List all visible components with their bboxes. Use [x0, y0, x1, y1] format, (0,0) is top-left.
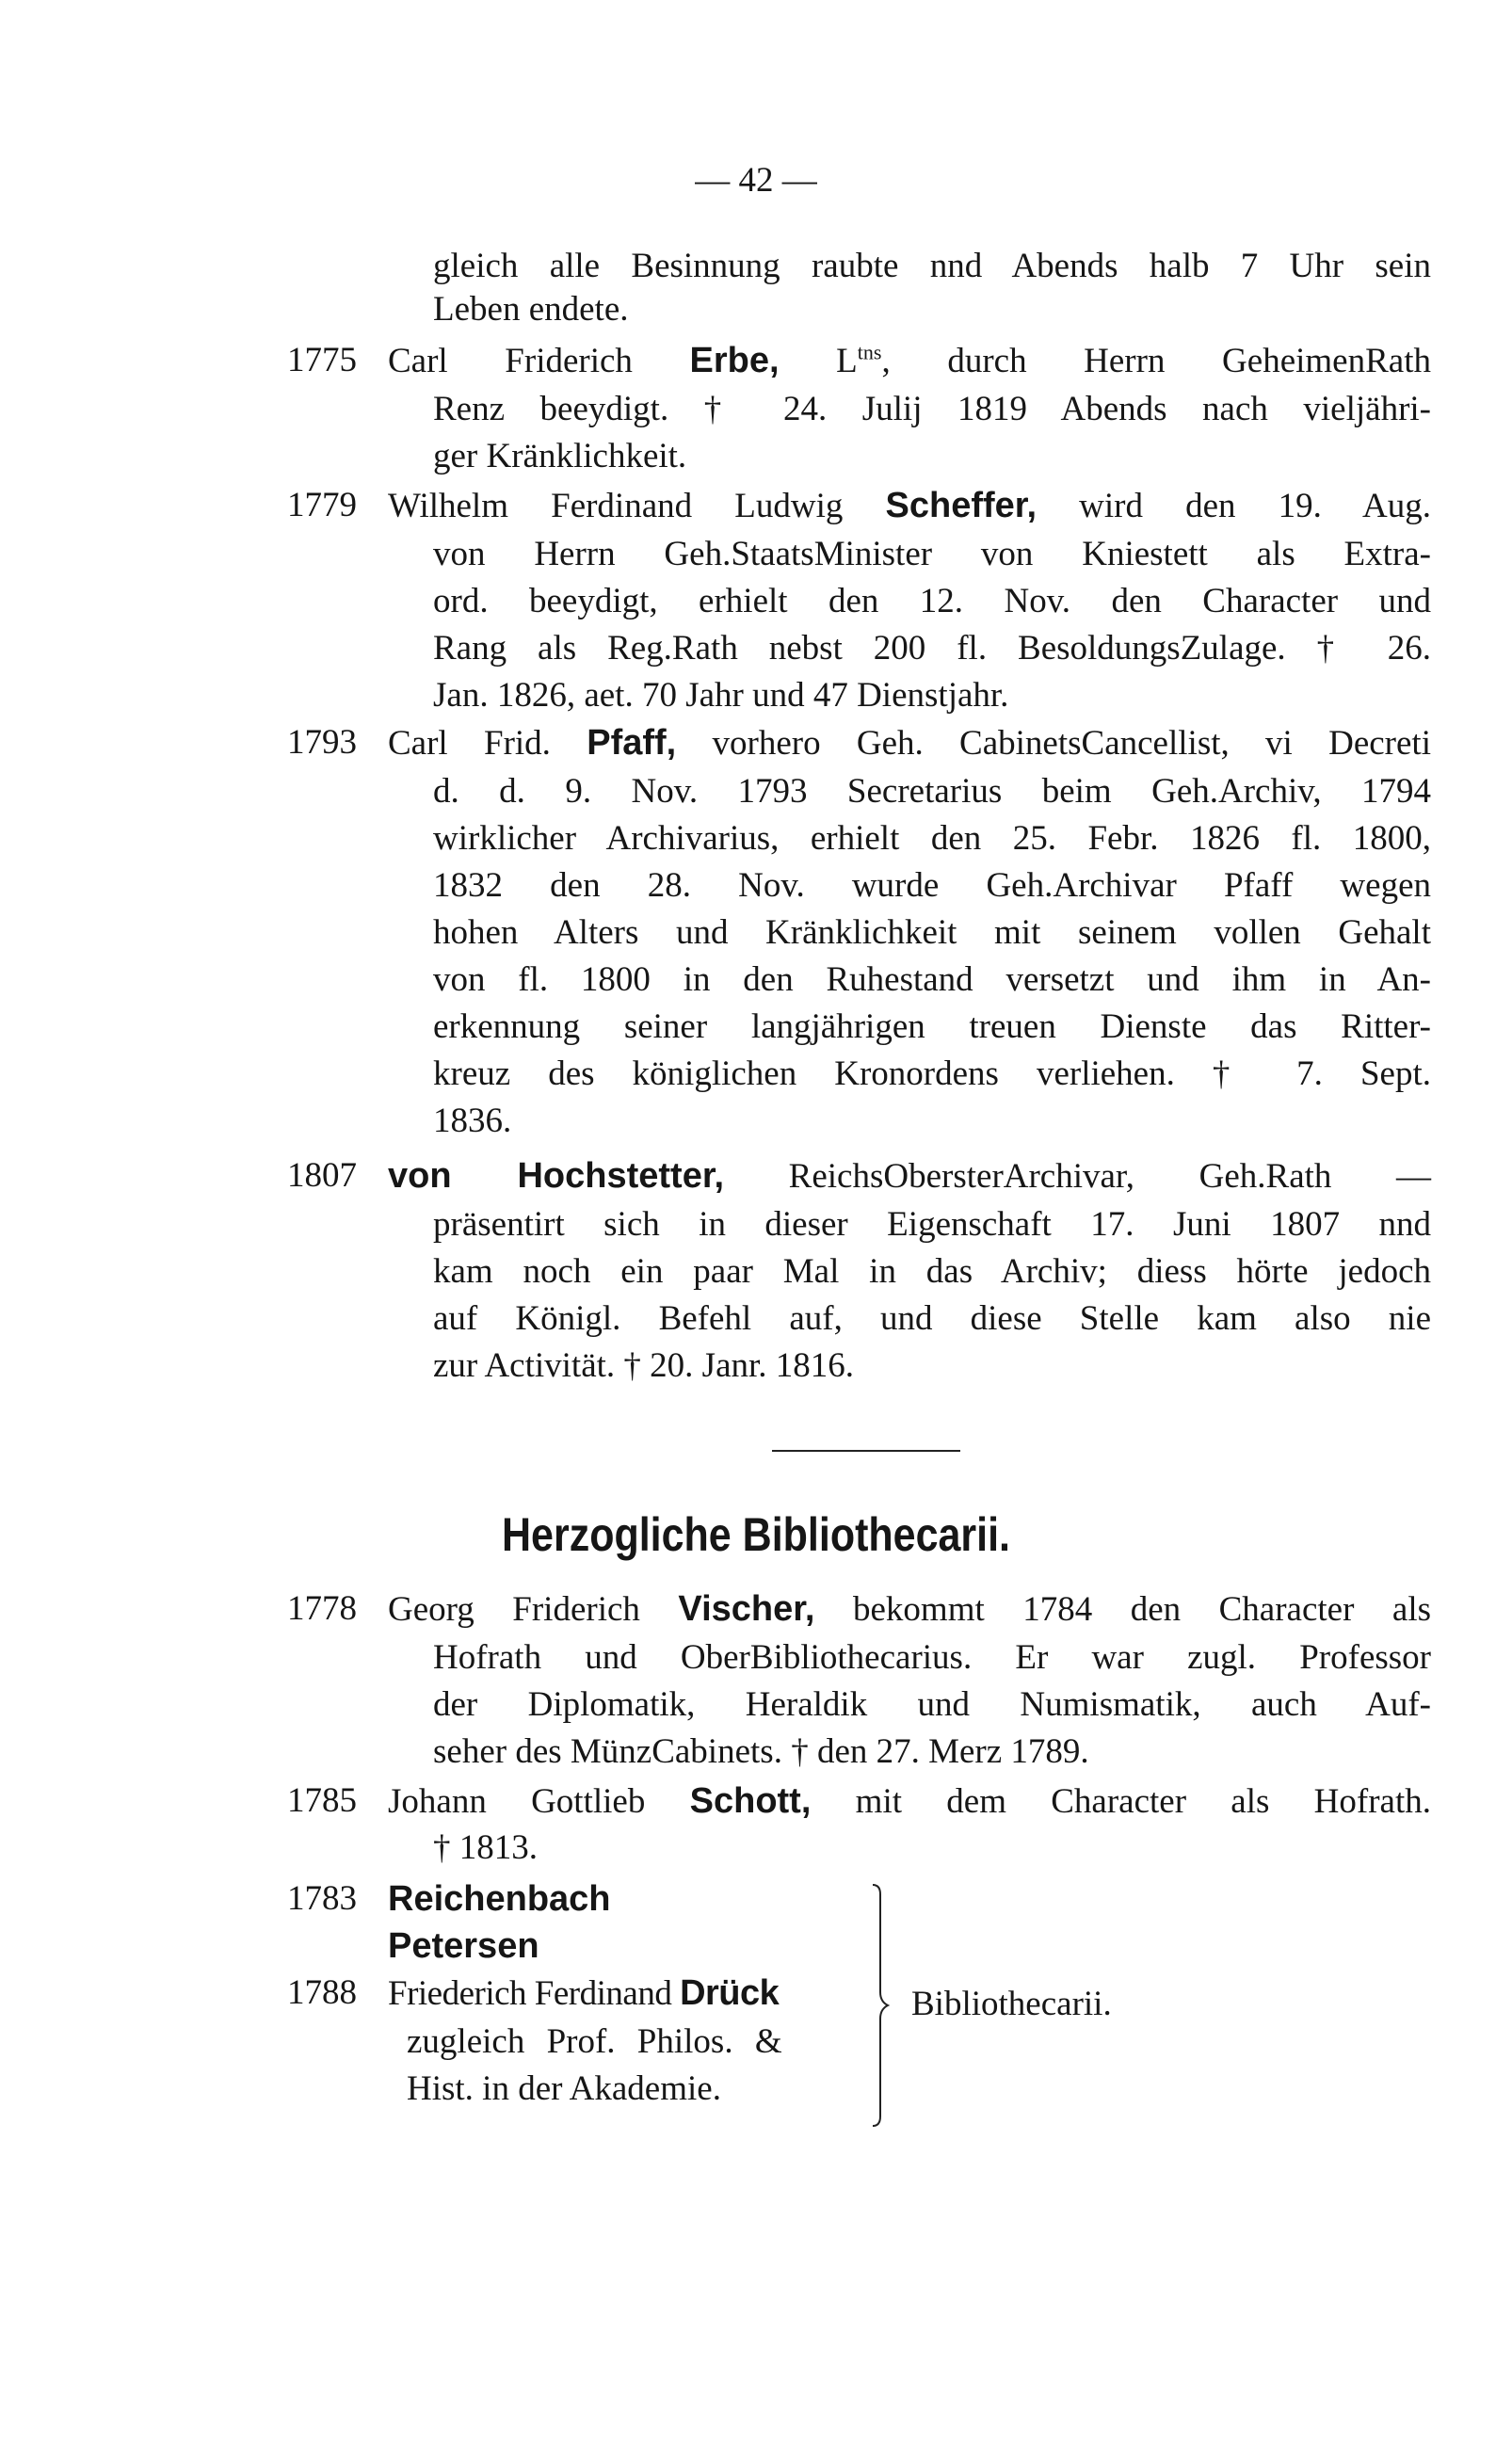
- section-heading: Herzogliche Bibliothecarii.: [502, 1508, 1010, 1561]
- entry-text: bekommt 1784 den Character als: [814, 1590, 1432, 1629]
- page-number: — 42 —: [695, 161, 817, 200]
- entry-text: Wilhelm Ferdinand Ludwig: [388, 487, 886, 525]
- text-line: gleich alle Besinnung raubte nnd Abends halb 7 Uhr sein: [433, 247, 1431, 285]
- text-line: von fl. 1800 in den Ruhestand versetzt und ihm in An-: [433, 960, 1431, 999]
- right-brace-icon: [871, 1883, 892, 2128]
- text-line: kam noch ein paar Mal in das Archiv; diess hörte jedoch: [433, 1252, 1431, 1291]
- entry-text: Carl Frid.: [388, 724, 587, 763]
- text-line: ger Kränklichkeit.: [433, 437, 687, 475]
- text-line: Hist. in der Akademie.: [407, 2069, 721, 2108]
- entry-year: 1785: [287, 1781, 357, 1820]
- superscript: tns: [857, 340, 882, 364]
- entry-first-line: [388, 1154, 1431, 1199]
- entry-year: 1783: [287, 1879, 357, 1918]
- person-name: Pfaff,: [587, 723, 677, 763]
- person-name: Drück: [680, 1973, 780, 2013]
- text-line: wirklicher Archivarius, erhielt den 25. Febr. 1826 fl. 1800,: [433, 819, 1431, 858]
- text-line: auf Königl. Befehl auf, und diese Stelle kam also nie: [433, 1299, 1431, 1338]
- entry-year: 1778: [287, 1589, 357, 1628]
- entry-first-line: [388, 1587, 1431, 1632]
- text-line: Renz beeydigt. † 24. Julij 1819 Abends nach vieljähri-: [433, 390, 1431, 428]
- entry-first-line: [388, 484, 1431, 528]
- person-name: Reichenbach: [388, 1879, 611, 1919]
- entry-text: Carl Friderich: [388, 342, 690, 380]
- entry-text: mit dem Character als Hofrath.: [811, 1782, 1431, 1821]
- entry-year: 1807: [287, 1156, 357, 1195]
- text-line: ord. beeydigt, erhielt den 12. Nov. den Character und: [433, 582, 1431, 620]
- person-name: Scheffer,: [885, 486, 1037, 525]
- text-line: Jan. 1826, aet. 70 Jahr und 47 Dienstjahr.: [433, 676, 1009, 715]
- entry-first-line: [388, 1779, 1431, 1824]
- person-name: Vischer,: [678, 1589, 815, 1629]
- person-name: Erbe,: [689, 341, 780, 380]
- entry-text: Friederich Ferdinand: [388, 1974, 681, 2013]
- entry-first-line: [388, 1924, 539, 1969]
- text-line: zugleich Prof. Philos. &: [407, 2022, 782, 2061]
- text-line: der Diplomatik, Heraldik und Numismatik, auch Auf-: [433, 1685, 1431, 1724]
- text-line: 1836.: [433, 1102, 512, 1140]
- text-line: kreuz des königlichen Kronordens verliehen. † 7. Sept.: [433, 1054, 1431, 1093]
- entry-text: wird den 19. Aug.: [1037, 487, 1431, 525]
- text-line: d. d. 9. Nov. 1793 Secretarius beim Geh.Archiv, 1794: [433, 772, 1431, 811]
- text-line: zur Activität. † 20. Janr. 1816.: [433, 1346, 855, 1385]
- entry-year: 1775: [287, 341, 357, 379]
- text-line: erkennung seiner langjährigen treuen Dienste das Ritter-: [433, 1007, 1431, 1046]
- entry-year: 1788: [287, 1973, 357, 2012]
- entry-first-line: [388, 721, 1431, 765]
- entry-first-line: [388, 1971, 779, 2016]
- text-line: Rang als Reg.Rath nebst 200 fl. BesoldungsZulage. † 26.: [433, 629, 1431, 668]
- entry-first-line: [388, 1877, 611, 1922]
- entry-text: vorhero Geh. CabinetsCancellist, vi Decreti: [676, 724, 1431, 763]
- entry-text: L: [779, 342, 858, 380]
- text-line: hohen Alters und Kränklichkeit mit seinem vollen Gehalt: [433, 913, 1431, 952]
- text-line: von Herrn Geh.StaatsMinister von Kniestett als Extra-: [433, 535, 1431, 573]
- person-name: Petersen: [388, 1926, 539, 1966]
- entry-text: Johann Gottlieb: [388, 1782, 690, 1821]
- entry-text: Georg Friderich: [388, 1590, 679, 1629]
- entry-year: 1793: [287, 723, 357, 762]
- person-name: Schott,: [689, 1781, 812, 1821]
- text-line: † 1813.: [433, 1828, 538, 1867]
- text-line: 1832 den 28. Nov. wurde Geh.Archivar Pfaff wegen: [433, 866, 1431, 905]
- text-line: Leben endete.: [433, 290, 629, 329]
- entry-year: 1779: [287, 486, 357, 524]
- entry-text: ReichsObersterArchivar, Geh.Rath —: [724, 1157, 1431, 1196]
- text-line: seher des MünzCabinets. † den 27. Merz 1789.: [433, 1732, 1089, 1771]
- text-line: Hofrath und OberBibliothecarius. Er war zugl. Professor: [433, 1638, 1431, 1677]
- bracket-label: Bibliothecarii.: [911, 1985, 1112, 2023]
- section-divider: [772, 1450, 960, 1452]
- entry-first-line: [388, 339, 1431, 383]
- text-line: präsentirt sich in dieser Eigenschaft 17. Juni 1807 nnd: [433, 1205, 1431, 1244]
- entry-text: , durch Herrn GeheimenRath: [881, 342, 1431, 380]
- person-name: von Hochstetter,: [388, 1156, 725, 1196]
